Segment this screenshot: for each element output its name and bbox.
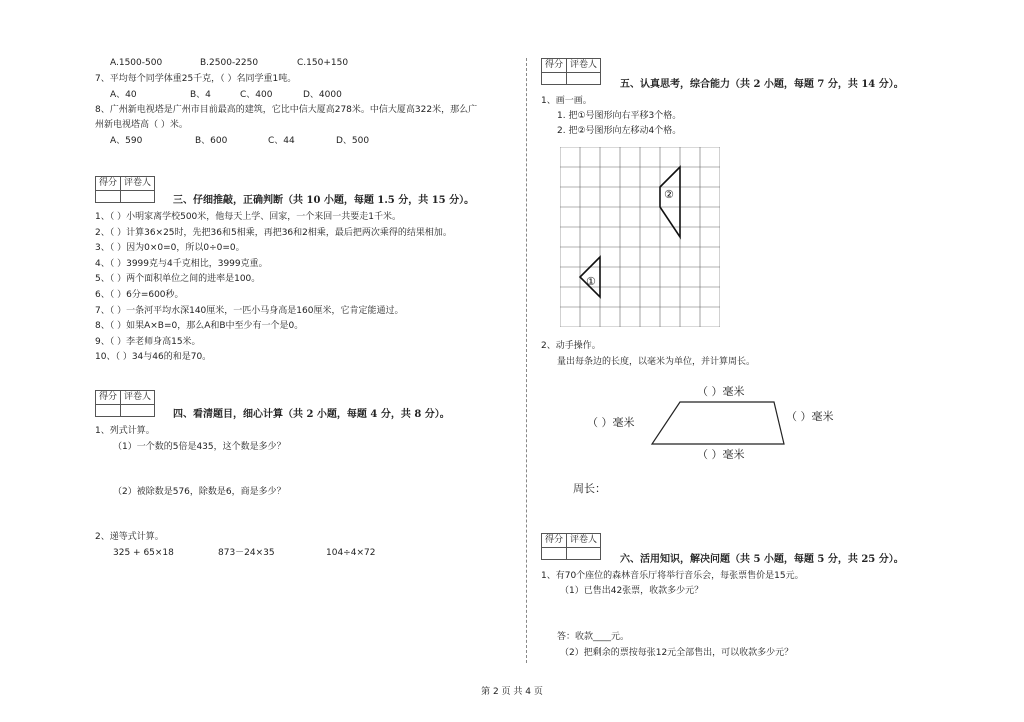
grader-label: 评卷人 [121, 177, 155, 191]
score-label: 得分 [96, 177, 121, 191]
section3-score-box [95, 176, 155, 203]
q8-text-line2: 州新电视塔高（ ）米。 [95, 120, 188, 130]
perimeter-label: 周长： [573, 482, 606, 495]
section4-q2-expr-3: 104÷4×72 [326, 548, 376, 558]
q6-option-b: B.2500-2250 [200, 58, 259, 68]
section6-q1-text: 1、有70个座位的森林音乐厅将举行音乐会，每张票售价是15元。 [541, 571, 804, 581]
section3-title: 三、仔细推敲，正确判断（共 10 小题，每题 1.5 分，共 15 分）。 [173, 195, 475, 206]
section5-q1-b: 2. 把②号图形向左移动4个格。 [557, 126, 682, 136]
section5-title: 五、认真思考，综合能力（共 2 小题，每题 7 分，共 14 分）。 [620, 79, 904, 90]
grader-label: 评卷人 [567, 534, 601, 548]
score-label: 得分 [542, 534, 567, 548]
judge-item-10: 10、（ ）34与46的和是70。 [95, 352, 212, 363]
mm-label-bottom[interactable]: （ ）毫米 [697, 448, 745, 461]
grid-shapes [560, 147, 720, 327]
section5-q1-a: 1. 把①号图形向右平移3个格。 [557, 111, 682, 121]
mm-label-top[interactable]: （ ）毫米 [697, 385, 745, 398]
section4-q2-title: 2、递等式计算。 [95, 532, 164, 542]
grader-label: 评卷人 [567, 59, 601, 73]
section6-q1-b: （2）把剩余的票按每张12元全部售出，可以收款多少元？ [560, 648, 794, 658]
q8-option-b: B、600 [195, 136, 228, 146]
column-divider [526, 58, 527, 663]
grader-cell[interactable] [567, 548, 601, 560]
grader-cell[interactable] [567, 73, 601, 85]
q7-option-c: C、400 [240, 90, 273, 100]
score-label: 得分 [542, 59, 567, 73]
q7-option-b: B、4 [190, 90, 211, 100]
shape-2-trapezoid [660, 167, 680, 237]
judge-item-9: 9、（ ）李老师身高15米。 [95, 336, 201, 347]
judge-item-7: 7、（ ）一条河平均水深140厘米，一匹小马身高是160厘米，它肯定能通过。 [95, 305, 404, 316]
section5-q2-text: 量出每条边的长度，以毫米为单位，并计算周长。 [557, 357, 756, 367]
section4-q1-title: 1、列式计算。 [95, 426, 155, 436]
judge-item-3: 3、（ ）因为0×0=0，所以0÷0=0。 [95, 243, 245, 254]
judge-item-6: 6、（ ）6分=600秒。 [95, 290, 184, 300]
q8-option-c: C、44 [268, 136, 295, 146]
q8-option-a: A、590 [110, 136, 143, 146]
judge-item-4: 4、（ ）3999克与4千克相比，3999克重。 [95, 258, 268, 269]
shape-1-label: ① [586, 275, 596, 288]
judge-item-2: 2、（ ）计算36×25时，先把36和5相乘，再把36和2相乘，最后把两次乘得的结果相加。 [95, 227, 452, 238]
q8-text-line1: 8、广州新电视塔是广州市目前最高的建筑，它比中信大厦高278米。中信大厦高322米，那么广 [95, 105, 478, 115]
q7-option-a: A、40 [110, 90, 137, 100]
section6-title: 六、活用知识，解决问题（共 5 小题，每题 5 分，共 25 分）。 [620, 554, 904, 565]
section6-q1-a: （1）已售出42张票，收款多少元？ [560, 586, 704, 596]
section5-q1-title: 1、画一画。 [541, 96, 592, 106]
judge-item-1: 1、（ ）小明家离学校500米，他每天上学、回家，一个来回一共要走1千米。 [95, 212, 401, 222]
section4-q1-a: （1）一个数的5倍是435，这个数是多少？ [113, 442, 286, 452]
score-cell[interactable] [542, 73, 567, 85]
shape-2-label: ② [664, 188, 674, 201]
judge-item-8: 8、（ ）如果A×B=0，那么A和B中至少有一个是0。 [95, 321, 304, 332]
section5-q2-title: 2、动手操作。 [541, 341, 601, 351]
q7-option-d: D、4000 [303, 90, 342, 100]
q6-option-c: C.150+150 [297, 58, 349, 68]
score-cell[interactable] [542, 548, 567, 560]
mm-label-right[interactable]: （ ）毫米 [786, 410, 834, 423]
section4-title: 四、看清题目，细心计算（共 2 小题，每题 4 分，共 8 分）。 [173, 409, 450, 420]
grader-label: 评卷人 [121, 391, 155, 405]
grader-cell[interactable] [121, 405, 155, 417]
section6-q1-answer: 答：收款____元。 [557, 632, 630, 642]
mm-label-left[interactable]: （ ）毫米 [587, 416, 635, 429]
page-footer: 第 2 页 共 4 页 [481, 687, 543, 697]
section5-score-box [541, 58, 601, 85]
q8-option-d: D、500 [336, 136, 370, 146]
section4-q2-expr-2: 873－24×35 [218, 548, 275, 558]
q6-option-a: A.1500-500 [110, 58, 163, 68]
section4-q1-b: （2）被除数是576，除数是6，商是多少？ [113, 487, 286, 497]
q7-text: 7、平均每个同学体重25千克，（ ）名同学重1吨。 [95, 74, 297, 84]
section4-q2-expr-1: 325 + 65×18 [113, 548, 174, 558]
grader-cell[interactable] [121, 191, 155, 203]
section6-score-box [541, 533, 601, 560]
judge-item-5: 5、（ ）两个面积单位之间的进率是100。 [95, 274, 261, 285]
score-label: 得分 [96, 391, 121, 405]
section4-score-box [95, 390, 155, 417]
score-cell[interactable] [96, 405, 121, 417]
score-cell[interactable] [96, 191, 121, 203]
